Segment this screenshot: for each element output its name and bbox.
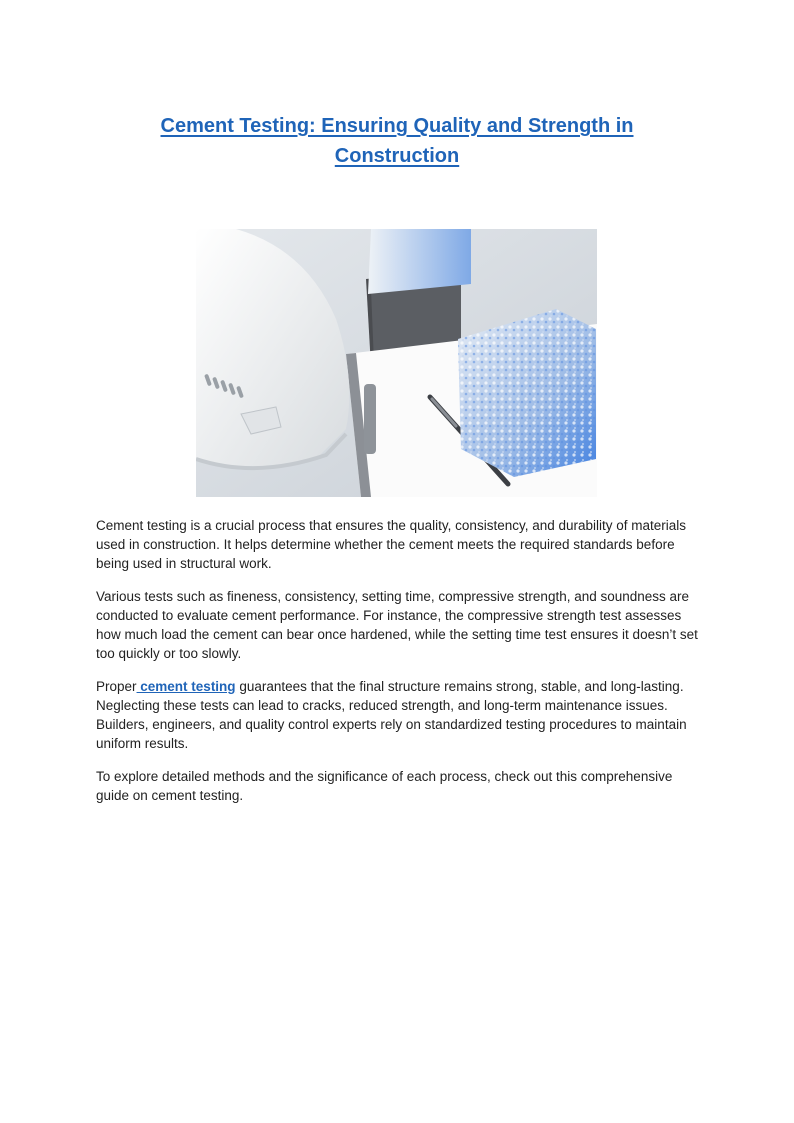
paragraph-importance — [96, 677, 700, 753]
article-body — [96, 516, 700, 819]
paragraph-intro: Cement testing is a crucial process that ensures the quality, consistency, and durability of materials used in construction. It helps determine whether the cement meets the required standards before being used in structural work. — [96, 518, 687, 571]
cement-testing-link[interactable]: cement testing — [136, 679, 236, 694]
paragraph-guide: To explore detailed methods and the significance of each process, check out this comprehensive guide on cement testing. — [96, 769, 673, 803]
construction-photo — [196, 229, 597, 497]
paragraph-importance-start: Proper — [96, 679, 137, 694]
hero-image — [196, 229, 597, 497]
paragraph-tests: Various tests such as fineness, consistency, setting time, compressive strength, and soundness are conducted to evaluate cement performance. For instance, the compressive strength test assesses how much load the cement can bear once hardened, while the setting time test ensures it doesn’t set too quickly or too slowly. — [96, 589, 698, 661]
page-title[interactable]: Cement Testing: Ensuring Quality and Strength in Construction — [160, 115, 634, 167]
paragraph-importance-end: guarantees that the final structure remains strong, stable, and long-lasting. Neglecting these tests can lead to cracks, reduced strength, and long-term maintenance issues. Builders, engineers, and quality control experts rely on standardized testing procedures to maintain uniform results. — [96, 679, 687, 751]
